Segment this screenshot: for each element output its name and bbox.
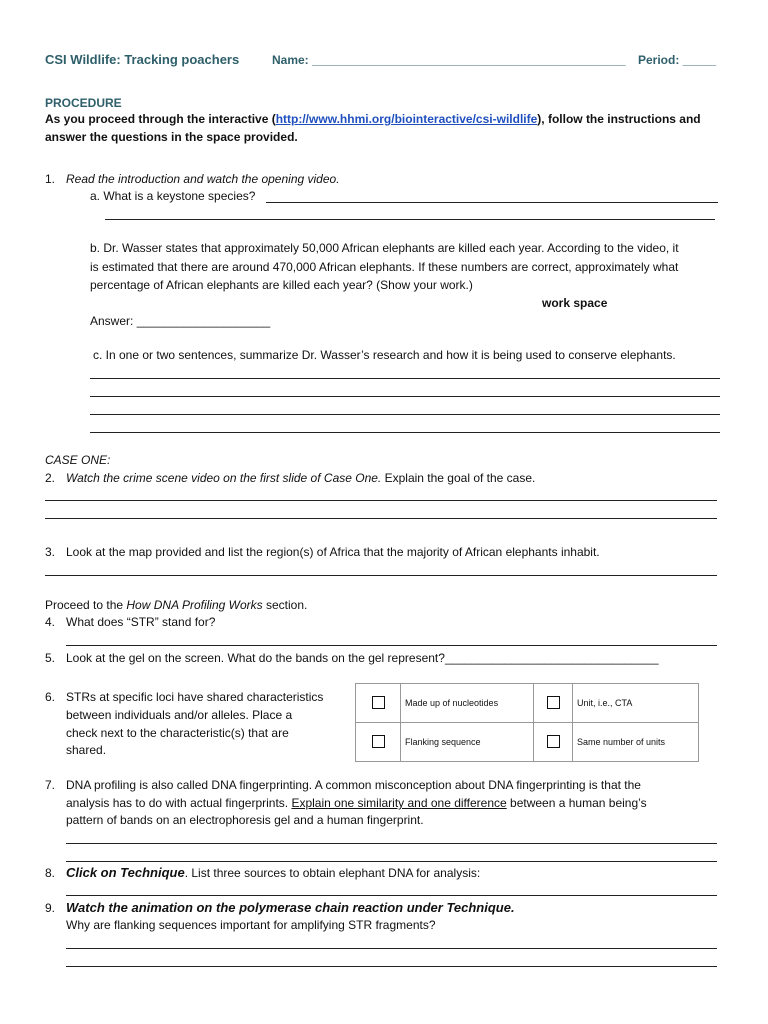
q6-line-2: between individuals and/or alleles. Place a — [66, 708, 293, 722]
q3-answer-line[interactable] — [45, 575, 717, 576]
q9-answer-line[interactable] — [66, 966, 717, 967]
name-label — [272, 53, 626, 67]
q2-text — [66, 471, 535, 485]
name-blank[interactable]: _______________________________________________ — [312, 53, 626, 67]
q2-text-rest: Explain the goal of the case. — [381, 471, 536, 485]
checkbox-cell[interactable] — [534, 723, 573, 762]
procedure-intro — [45, 112, 701, 126]
q8-bold: Click on Technique — [66, 865, 185, 880]
q7-line-2 — [66, 796, 647, 810]
q7-number: 7. — [45, 778, 56, 792]
q1c-text: c. In one or two sentences, summarize Dr. Wasser’s research and how it is being used to conserve elephants. — [93, 348, 676, 362]
q7-answer-line[interactable] — [66, 843, 717, 844]
option-label: Unit, i.e., CTA — [573, 684, 699, 723]
q9-number: 9. — [45, 901, 56, 915]
q1b-line-3: percentage of African elephants are killed each year? (Show your work.) — [90, 278, 473, 292]
option-label: Made up of nucleotides — [401, 684, 534, 723]
worksheet-title: CSI Wildlife: Tracking poachers — [45, 52, 240, 67]
q8-number: 8. — [45, 866, 56, 880]
q1b-line-1: b. Dr. Wasser states that approximately 50,000 African elephants are killed each year. According to the video, it — [90, 241, 679, 255]
q8-text — [66, 865, 480, 880]
period-label-text: Period: — [638, 53, 683, 67]
q9-bold: Watch the animation on the polymerase chain reaction under Technique. — [66, 900, 515, 915]
q5-question: Look at the gel on the screen. What do the bands on the gel represent? — [66, 651, 445, 665]
q8-answer-line[interactable] — [66, 895, 717, 896]
q1a-answer-line-2[interactable] — [105, 219, 715, 220]
q6-line-3: check next to the characteristic(s) that are — [66, 726, 289, 740]
q7-answer-line[interactable] — [66, 861, 717, 862]
work-space-label: work space — [542, 296, 608, 310]
intro-after: ), follow the instructions and — [537, 112, 701, 126]
q7-line-1: DNA profiling is also called DNA fingerprinting. A common misconception about DNA fingerprinting is that the — [66, 778, 641, 792]
q1c-answer-line[interactable] — [90, 396, 720, 397]
checkbox[interactable] — [372, 696, 385, 709]
checkbox-cell[interactable] — [534, 684, 573, 723]
q4-number: 4. — [45, 615, 56, 629]
table-row — [356, 723, 699, 762]
q1a-text: a. What is a keystone species? — [90, 189, 256, 203]
intro-before: As you proceed through the interactive ( — [45, 112, 276, 126]
q1c-answer-line[interactable] — [90, 378, 720, 379]
q1c-answer-line[interactable] — [90, 432, 720, 433]
answer-label: Answer: — [90, 314, 137, 328]
q7-line-3: pattern of bands on an electrophoresis gel and a human fingerprint. — [66, 813, 424, 827]
case-one-heading: CASE ONE: — [45, 453, 111, 467]
answer-blank[interactable]: ____________________ — [136, 314, 271, 328]
procedure-heading: PROCEDURE — [45, 96, 122, 110]
q1b-answer — [90, 314, 270, 328]
proceed-before: Proceed to the — [45, 598, 127, 612]
q1a-answer-line[interactable] — [266, 202, 718, 203]
q6-number: 6. — [45, 690, 56, 704]
q3-number: 3. — [45, 545, 56, 559]
q6-line-4: shared. — [66, 743, 107, 757]
q2-answer-line[interactable] — [45, 518, 717, 519]
q7-line-2-after: between a human being’s — [506, 796, 647, 810]
checkbox-cell[interactable] — [356, 723, 401, 762]
proceed-text — [45, 598, 307, 612]
interactive-link[interactable]: http://www.hhmi.org/biointeractive/csi-wildlife — [275, 112, 538, 126]
period-label — [638, 53, 716, 67]
proceed-italic: How DNA Profiling Works — [126, 598, 263, 612]
q5-number: 5. — [45, 651, 56, 665]
q9-line-2: Why are flanking sequences important for amplifying STR fragments? — [66, 918, 436, 932]
q2-text-italic: Watch the crime scene video on the first slide of Case One. — [66, 471, 382, 485]
period-blank[interactable]: _____ — [682, 53, 717, 67]
option-label: Flanking sequence — [401, 723, 534, 762]
checkbox[interactable] — [547, 696, 560, 709]
q1-number: 1. — [45, 172, 56, 186]
q9-answer-line[interactable] — [66, 948, 717, 949]
q7-line-2-underline: Explain one similarity and one difference — [291, 796, 507, 810]
proceed-after: section. — [262, 598, 308, 612]
table-row — [356, 684, 699, 723]
checkbox[interactable] — [547, 735, 560, 748]
q6-line-1: STRs at specific loci have shared characteristics — [66, 690, 324, 704]
q2-answer-line[interactable] — [45, 500, 717, 501]
q3-text: Look at the map provided and list the region(s) of Africa that the majority of African elephants inhabit. — [66, 545, 600, 559]
q4-text: What does “STR” stand for? — [66, 615, 216, 629]
q5-blank[interactable]: ________________________________ — [444, 651, 659, 665]
q1c-answer-line[interactable] — [90, 414, 720, 415]
q7-line-2-before: analysis has to do with actual fingerprints. — [66, 796, 292, 810]
option-label: Same number of units — [573, 723, 699, 762]
q1b-line-2: is estimated that there are around 470,000 African elephants. If these numbers are correct, approximately what — [90, 260, 679, 274]
name-label-text: Name: — [272, 53, 313, 67]
checkbox-cell[interactable] — [356, 684, 401, 723]
checkbox[interactable] — [372, 735, 385, 748]
procedure-intro-line2: answer the questions in the space provided. — [45, 130, 298, 144]
q4-answer-line[interactable] — [66, 645, 717, 646]
q1-text: Read the introduction and watch the opening video. — [66, 172, 340, 186]
str-characteristics-table — [355, 683, 699, 762]
q5-text — [66, 651, 659, 665]
q2-number: 2. — [45, 471, 56, 485]
q8-rest: . List three sources to obtain elephant DNA for analysis: — [184, 866, 481, 880]
